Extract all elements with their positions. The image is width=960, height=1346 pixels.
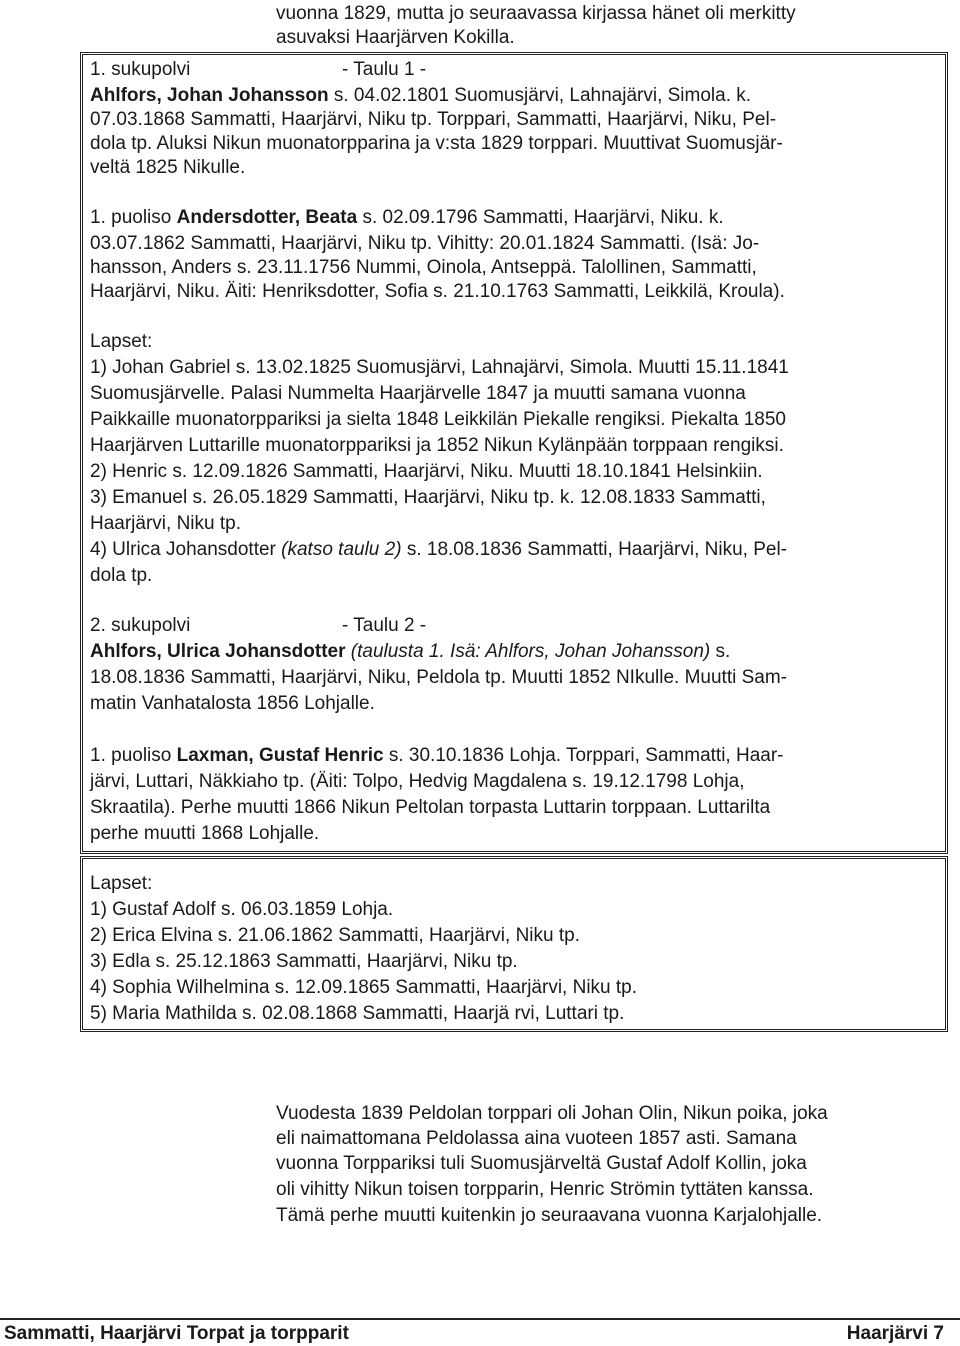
- table2-child-line-1: 1) Gustaf Adolf s. 06.03.1859 Lohja.: [90, 899, 394, 920]
- intro-line-1: vuonna 1829, mutta jo seuraavassa kirjassa hänet oli merkitty: [276, 3, 796, 24]
- table1-child-line-2: Suomusjärvelle. Palasi Nummelta Haarjärvelle 1847 ja muutti samana vuonna: [90, 383, 746, 404]
- table2-person-line: Ahlfors, Ulrica Johansdotter (taulusta 1. Isä: Ahlfors, Johan Johansson) s.: [90, 641, 731, 662]
- table1-spouse-line: 1. puoliso Andersdotter, Beata s. 02.09.1796 Sammatti, Haarjärvi, Niku. k.: [90, 207, 724, 228]
- table2-child-line-3: 3) Edla s. 25.12.1863 Sammatti, Haarjärvi, Niku tp.: [90, 951, 518, 972]
- table1-child-line-3: Paikkaille muonatorppariksi ja sielta 1848 Leikkilän Piekalle rengiksi. Piekalta 1850: [90, 409, 786, 430]
- table2-child-line-4: 4) Sophia Wilhelmina s. 12.09.1865 Sammatti, Haarjärvi, Niku tp.: [90, 977, 638, 998]
- page-number: 7: [933, 1323, 944, 1344]
- genealogy-frame-lower: [80, 856, 948, 1032]
- table1-person-line-4: veltä 1825 Nikulle.: [90, 157, 246, 178]
- table2-person-line-2: 18.08.1836 Sammatti, Haarjärvi, Niku, Peldola tp. Muutti 1852 NIkulle. Muutti Sam-: [90, 667, 787, 688]
- table1-label: - Taulu 1 -: [342, 59, 427, 80]
- table1-children-heading: Lapset:: [90, 331, 153, 352]
- closing-line-3: vuonna Torppariksi tuli Suomusjärveltä Gustaf Adolf Kollin, joka: [276, 1153, 807, 1174]
- closing-line-4: oli vihitty Nikun toisen torpparin, Henric Strömin tyttäten kanssa.: [276, 1179, 814, 1200]
- table1-person-line-2: 07.03.1868 Sammatti, Haarjärvi, Niku tp. Torppari, Sammatti, Haarjärvi, Niku, Pel-: [90, 109, 777, 130]
- table1-person-line: Ahlfors, Johan Johansson s. 04.02.1801 Suomusjärvi, Lahnajärvi, Simola. k.: [90, 85, 752, 106]
- table2-spouse-line: 1. puoliso Laxman, Gustaf Henric s. 30.10.1836 Lohja. Torppari, Sammatti, Haar-: [90, 745, 784, 766]
- closing-line-2: eli naimattomana Peldolassa aina vuoteen 1857 asti. Samana: [276, 1128, 797, 1149]
- table1-child-line-6: 3) Emanuel s. 26.05.1829 Sammatti, Haarjärvi, Niku tp. k. 12.08.1833 Sammatti,: [90, 487, 766, 508]
- table2-parent-ref: (taulusta 1. Isä: Ahlfors, Johan Johansson): [345, 641, 711, 662]
- table1-generation: 1. sukupolvi: [90, 59, 191, 80]
- table1-child-line-1: 1) Johan Gabriel s. 13.02.1825 Suomusjärvi, Lahnajärvi, Simola. Muutti 15.11.1841: [90, 357, 789, 378]
- table1-child-line-8: 4) Ulrica Johansdotter (katso taulu 2) s. 18.08.1836 Sammatti, Haarjärvi, Niku, Pel-: [90, 539, 787, 560]
- table1-child-line-9: dola tp.: [90, 565, 153, 586]
- table2-person-name: Ahlfors, Ulrica Johansdotter: [90, 641, 346, 662]
- table2-spouse-name: Laxman, Gustaf Henric: [176, 745, 384, 766]
- table2-person-line-3: matin Vanhatalosta 1856 Lohjalle.: [90, 693, 375, 714]
- table2-generation: 2. sukupolvi: [90, 615, 191, 636]
- table1-child-line-4: Haarjärven Luttarille muonatorppariksi ja 1852 Nikun Kylänpään torppaan rengiksi.: [90, 435, 784, 456]
- table2-child-line-2: 2) Erica Elvina s. 21.06.1862 Sammatti, Haarjärvi, Niku tp.: [90, 925, 580, 946]
- table2-spouse-line-2: järvi, Luttari, Näkkiaho tp. (Äiti: Tolpo, Hedvig Magdalena s. 19.12.1798 Lohja,: [90, 771, 745, 792]
- table1-person-line-3: dola tp. Aluksi Nikun muonatorpparina ja v:sta 1829 torppari. Muuttivat Suomusjär-: [90, 133, 783, 154]
- footer-title: Sammatti, Haarjärvi Torpat ja torpparit: [4, 1323, 349, 1344]
- table1-child-line-5: 2) Henric s. 12.09.1826 Sammatti, Haarjärvi, Niku. Muutti 18.10.1841 Helsinkiin.: [90, 461, 763, 482]
- table1-spouse-name: Andersdotter, Beata: [176, 207, 358, 228]
- intro-line-2: asuvaksi Haarjärven Kokilla.: [276, 27, 515, 48]
- table2-child-line-5: 5) Maria Mathilda s. 02.08.1868 Sammatti, Haarjä rvi, Luttari tp.: [90, 1003, 625, 1024]
- table1-spouse-line-4: Haarjärvi, Niku. Äiti: Henriksdotter, Sofia s. 21.10.1763 Sammatti, Leikkilä, Kroula).: [90, 281, 785, 302]
- footer-page: Haarjärvi 7: [846, 1323, 944, 1344]
- footer-rule: [0, 1318, 960, 1320]
- table1-child-line-7: Haarjärvi, Niku tp.: [90, 513, 241, 534]
- table1-spouse-line-3: hansson, Anders s. 23.11.1756 Nummi, Oinola, Antseppä. Talollinen, Sammatti,: [90, 257, 757, 278]
- table1-child-ref: (katso taulu 2): [281, 539, 402, 560]
- table2-children-heading: Lapset:: [90, 873, 153, 894]
- table1-person-name: Ahlfors, Johan Johansson: [90, 85, 329, 106]
- closing-line-1: Vuodesta 1839 Peldolan torppari oli Johan Olin, Nikun poika, joka: [276, 1103, 828, 1124]
- table2-spouse-line-3: Skraatila). Perhe muutti 1866 Nikun Peltolan torpasta Luttarin torppaan. Luttarilta: [90, 797, 771, 818]
- table2-label: - Taulu 2 -: [342, 615, 427, 636]
- closing-line-5: Tämä perhe muutti kuitenkin jo seuraavana vuonna Karjalohjalle.: [276, 1205, 823, 1226]
- table2-spouse-line-4: perhe muutti 1868 Lohjalle.: [90, 823, 320, 844]
- table1-spouse-line-2: 03.07.1862 Sammatti, Haarjärvi, Niku tp. Vihitty: 20.01.1824 Sammatti. (Isä: Jo-: [90, 233, 760, 254]
